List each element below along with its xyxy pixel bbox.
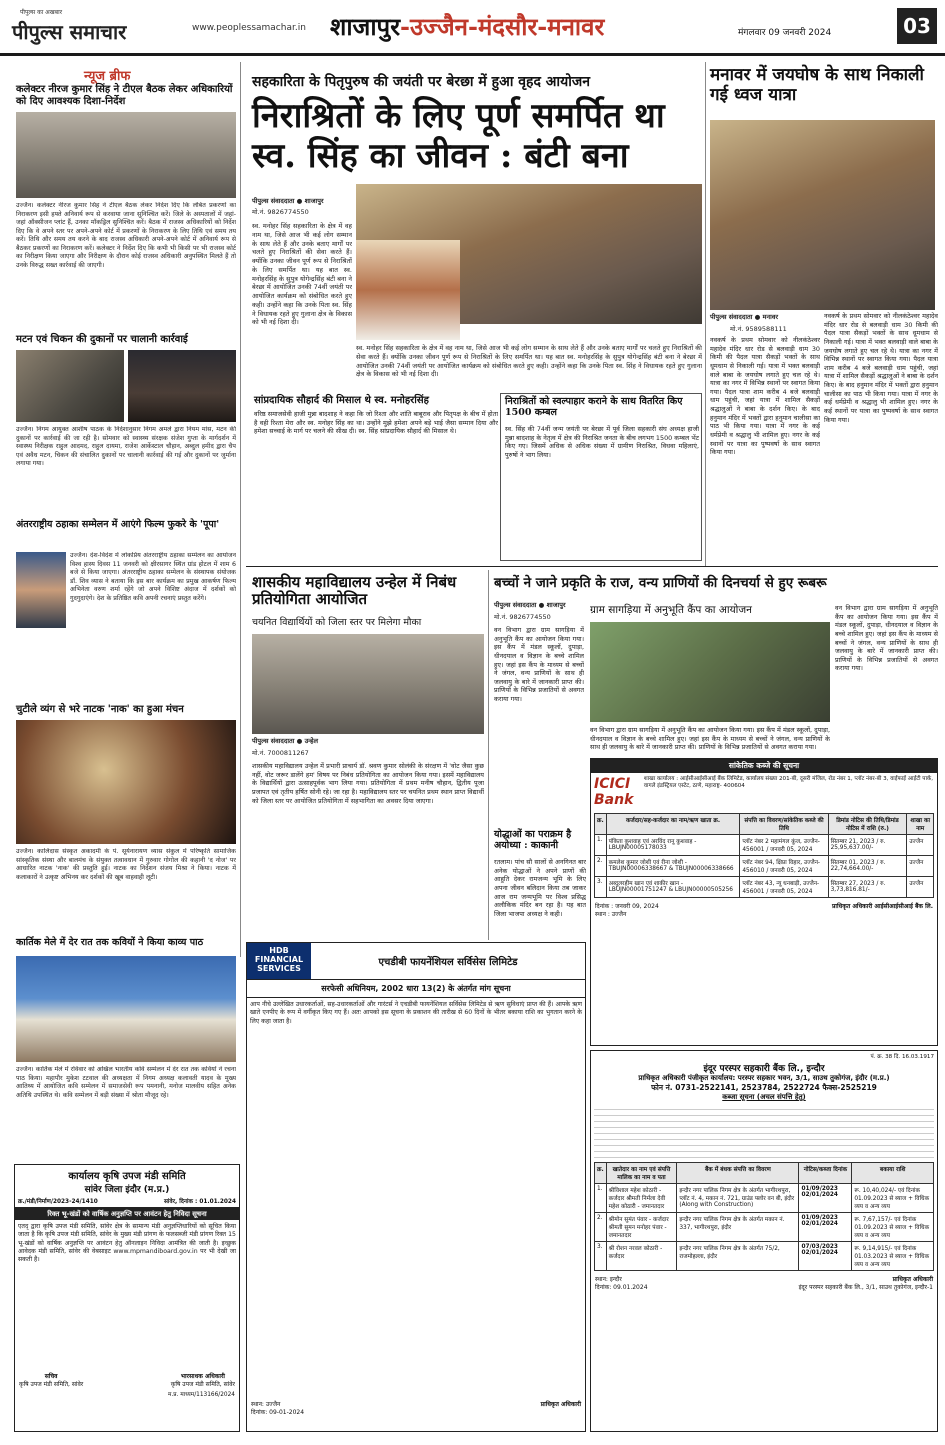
story1-body: उज्जैन। कलेक्टर नीरज कुमार सिंह ने टीएल बैठक लेकर निर्देश दिए कि लंबित प्रकरणों का निराकरण इसी हफ्ते अनिवार्य रूप से करवाया जाना सुनिश्चित करें। जिले के अस्पतालों में जहां-जहां ऑक्सीजन प्लांट हैं, उनका मॉकड्रिल सुनिश्चित करें। बैठक में राजस्व अधिकारियों को निर्देश दिए कि वे अपने स्तर पर अपने-अपने कोर्ट में प्रकरणों के निराकरण के लिए तिथि एवं समय तय करें। तिथि और समय तय करने के बाद राजस्व अधिकारी अपने-अपने कोर्ट में अनिवार्य रूप से बैठकर प्रकरणों का निराकरण करें। कलेक्टर ने निर्देश दिए कि कभी भी किसी पर भी राजस्व कोर्ट का निरीक्षण किया जाएगा और निरीक्षण के दौरान कोई राजस्व अधिकारी अनुपस्थित मिलते हैं तो उनके विरुद्ध सख्त कार्रवाई की जाएगी। [16,202,236,269]
icici-th: कर्जदार/सह-कर्जदार का नाम/ऋण खाता क्र. [606,814,740,835]
nature-headline: बच्चों ने जाने प्रकृति के राज, वन्य प्राणियों की दिनचर्या से हुए रूबरू [494,575,827,591]
indore-date: दिनांक: 09.01.2024 [595,1284,648,1291]
cell: श्रीविशाल महेश कोठारी - कर्जदार श्रीमती निर्मला देवी महेश कोठारी - जमानतदार [606,1184,677,1213]
nature-deck: ग्राम सागड़िया में अनुभूति कैंप का आयोजन [590,604,753,616]
indore-th: बैंक में बंधक संपत्ति का विवरण [677,1163,799,1184]
cell: 1. [595,835,607,856]
cell: सितम्बर 27, 2023 / रु. 3,73,816.81/- [828,877,907,898]
hdb-place: स्थान: उज्जैन [251,1401,281,1408]
nature-byline-place: शाजापुर [546,601,566,609]
icici-branch: शाखा कार्यालय : आईसीआईसीआई बैंक लिमिटेड, कार्यालय संख्या 201-बी, दूसरी मंजिल, रोड नंबर 1, प्लॉट नंबर-बी 3, वाईफाई आईटी पार्क, वागले इंडस्ट्रियल एस्टेट, ठाणे, महाराष्ट्र- 400604 [643,776,934,790]
section-title [330,10,604,43]
hdb-company: एचडीबी फायनेंशियल सर्विसेस लिमिटेड [378,957,518,968]
cell: उज्जैन [907,835,934,856]
nature-body: वन विभाग द्वारा ग्राम सागड़िया में अनुभूति कैंप का आयोजन किया गया। इस कैंप में मंडल स्कूलों, दुपाड़ा, धीनदयाल व विज्ञान के बच्चे शामिल हुए। जहां इस कैंप के माध्यम से बच्चों ने जंगल, वन्य प्राणियों के साथ ही जलवायु के बारे में जानकारी प्राप्त की। प्राणियों के विभिन्न प्रजातियों से अवगत कराया गया। [494,626,584,704]
main-story-headline: निराश्रितों के लिए पूर्ण समर्पित था स्व. सिंह का जीवन : बंटी बना [252,96,665,177]
indore-phone: फोन नं. 0731-2522141, 2523784, 2522724 फैक्स-2525219 [651,1083,877,1092]
cell: प्लॉट नंबर 43, न्यू धनबाड़ी, उज्जैन- 456001 / जनवरी 05, 2024 [740,877,828,898]
mandi-ref-code: म.प्र. माध्यम/113166/2024 [167,1392,235,1398]
mandi-title: कार्यालय कृषि उपज मंडी समिति [68,1171,186,1182]
hdb-signatory: प्राधिकृत अधिकारी [540,1401,581,1408]
cell: इन्दौर नगर पालिक निगम क्षेत्र के अंतर्गत मकान नं. 337, भागीरथपुरा, इंदौर [677,1213,799,1242]
cell: प्लॉट नंबर 94, क्षिप्रा विहार, उज्जैन- 456010 / जनवरी 05, 2024 [740,856,828,877]
main-story-speaker-photo [356,240,460,340]
sidebox-headline: निराश्रितों को स्वल्पाहार कराने के साथ वितरित किए 1500 कम्बल [505,396,683,418]
table-row [595,1184,934,1213]
manawar-mobile: मो.नं. 9589588111 [730,325,787,333]
nature-mobile: मो.नं. 9826774550 [494,613,551,621]
cell: रू. 7,67,157/- एवं दिनांक 01.09.2023 से ब्याज + विधिक व्यय व अन्य व्यय [852,1213,934,1242]
mandi-ref: क्र./मंडी/निर्माण/2023-24/1410 [18,1199,98,1205]
cell: रू. 10,40,024/- एवं दिनांक 01.09.2023 से ब्याज + विधिक व्यय व अन्य व्यय [852,1184,934,1213]
newspaper-logo[interactable] [12,8,190,48]
college-deck: चयनित विद्यार्थियों को जिला स्तर पर मिलेगा मौका [252,617,422,628]
story2-body: उज्जैन। निगम आयुक्त आशीष पाठक के निर्देशानुसार निगम अमले द्वारा नियम मांस, मटन की दुकानों पर कार्रवाई की जा रही है। सोमवार को स्वास्थ्य संरक्षक संजेश गुप्ता के मार्गदर्शन में स्वास्थ्य निरीक्षक राहुल आदमद, राहुल दायमा, राजेश आर्केस्टाल चौहान, अब्दुल हमीद द्वारा चैप एवं अवैध मटन, चिकन की संचालित दुकानों पर चालानी कार्रवाई की गई और दुकानों पर जुर्माना लगाया गया। [16,426,236,467]
manawar-byline: पीपुल्स संवाददाता ● मनावर [710,313,779,321]
nature-byline: पीपुल्स संवाददाता ● शाजापुर [494,601,566,609]
column-divider-mid [488,570,489,940]
main-story-subhead: सांप्रदायिक सौहार्द की मिसाल थे स्व. मनोहरसिंह [254,395,429,406]
mandi-sign-left-org: कृषि उपज मंडी समिति, सांवेर [19,1381,84,1388]
cell: उज्जैन [907,877,934,898]
ayodhya-body: रतलाम। पांच सौ सालों से अनगिनत बार अनेक योद्धाओं ने अपने प्राणों की आहुति देकर रामजन्म भूमि के लिए अपना जीवन बलिदान किया तब जाकर आज राम जन्मभूमि पर विश्व प्रसिद्ध अलौकिक मंदिर बन रहा है। यह बात जिला भाजपा अध्यक्ष ने कही। [494,858,586,918]
hdb-logo: HDB FINANCIAL SERVICES [247,943,311,979]
cell: इन्दौर नगर पालिक निगम क्षेत्र के अंतर्गत 75/2, राजमोहल्ला, इंदौर [677,1242,799,1271]
icici-place: स्थान : उज्जैन [595,911,627,918]
story3-body: उज्जैन। देश-विदेश में लोकप्रिय अंतरराष्ट्रीय ठहाका सम्मेलन का आयोजन विश्व हास्य दिवस 11 जनवरी को क्षीरसागर स्थित ग्रांड होटल में शाम 6 बजे से किया जाएगा। अंतरराष्ट्रीय ठहाका सम्मेलन के संस्थापक संयोजक डॉ. शिव व्यास ने बताया कि इस बार कार्यक्रम का प्रमुख आकर्षण फिल्म अभिनेता वरुण शर्मा रहेंगे जो अपने विशिष्ट अंदाज में दर्शकों को गुदगुदाएंगे। देश के प्रतिष्ठित कवि अपनी रचनाएं प्रस्तुत करेंगे। [70,552,236,602]
table-row [595,856,934,877]
icici-logo: ICICI Bank [594,776,634,808]
section-title-first: शाजापुर [330,12,401,41]
college-byline-place: उन्हेल [304,737,318,745]
cell: श्रीमोन सुमंत पंवार - कर्जदार श्रीमती सुमन मनोहर पंवार - जमानतदार [606,1213,677,1242]
indore-th: नोटिस/कब्जा दिनांक [799,1163,852,1184]
nature-body-right: वन विभाग द्वारा ग्राम सागड़िया में अनुभूति कैंप का आयोजन किया गया। इस कैंप में मंडल स्कूलों, दुपाड़ा, धीनदयाल व विज्ञान के बच्चे शामिल हुए। जहां इस कैंप के माध्यम से बच्चों ने जंगल, वन्य प्राणियों के साथ ही जलवायु के बारे में जानकारी प्राप्त की। प्राणियों के विभिन्न प्रजातियों से अवगत कराया गया। [835,604,938,673]
hdb-body: आप नीचे उल्लेखित उधारकर्ताओं, सह-उधारकर्ताओं और गारंटर्स ने एचडीबी फायनेंशियल सर्विसेस लिमिटेड से ऋण सुविधाएं प्राप्त की हैं। आपके ऋण खाते एनपीए के रूप में वर्गीकृत किए गए हैं। अतः आपको इस सूचना के प्रकाशन की तारीख से 60 दिनों के भीतर बकाया राशि का भुगतान करने के लिए कहा जाता है। [250,1001,582,1025]
hdb-date: दिनांक: 09-01-2024 [251,1409,305,1416]
main-story-body-cont: स्व. मनोहर सिंह सहकारिता के क्षेत्र में वह नाम था, जिसे आज भी कई लोग सम्मान के साथ लेते हैं और उनके बताए मार्गों पर चलते हुए निराश्रितों की सेवा करते हैं। क्योंकि उनका जीवन पूर्ण रूप से निराश्रितों के लिए समर्पित था। यह बात स्व. मनोहरसिंह के सुपुत्र योगेन्द्रसिंह बंटी बना ने बेरछा में आयोजित उनकी 74वीं जयंती पर आयोजित कार्यक्रम को संबोधित करते हुए कही। उन्होंने कहा कि उनके पिता स्व. सिंह ने विधायक रहते हुए गुलाना क्षेत्र के विकास को भी नई दिशा दी। [356,344,702,379]
cell: 1. [595,1184,607,1213]
cell: 01/09/2023 02/01/2024 [799,1213,852,1242]
indore-table [594,1162,934,1271]
hdb-notice [246,942,586,1432]
college-photo [252,634,484,734]
nature-camp-photo [590,622,830,722]
story2-photo-a [16,350,124,422]
story4-play-photo [16,720,236,844]
column-divider [240,62,241,957]
college-byline-name: पीपुल्स संवाददाता [252,737,295,745]
table-row [595,835,934,856]
manawar-byline-name: पीपुल्स संवाददाता [710,313,753,321]
manawar-body: नवकर्ष के प्रथम सोमवार को नीलकंठेश्वर महादेव मंदिर धार रोड से बलवाड़ी धाम 30 किमी की पैदल यात्रा सैकड़ों भक्तों के साथ धूमधाम से निकाली गई। यात्रा में भक्त बलवाड़ी वाले बाबा के जयघोष लगाते हुए चल रहे थे। यात्रा का नगर में विभिन्न स्थानों पर स्वागत किया गया। पैदल यात्रा शाम करीब 4 बजे बलवाड़ी धाम पहुंची, जहां यात्रा में शामिल सैकड़ों श्रद्धालुओं ने बाबा के दर्शन किए। के बाद हनुमान मंदिर में भक्तों द्वारा हनुमान चालीसा का पाठ भी किया गया। यात्रा में नगर के कई धर्मप्रेमी व श्रद्धालु भी शामिल हुए। नगर के कई स्थानों पर यात्रा का पुष्पवर्षा के साथ स्वागत किया गया। [710,336,820,457]
college-body: शासकीय महाविद्यालय उन्हेल में प्रभारी प्राचार्य डॉ. श्रवण कुमार सोलंकी के संरक्षण में 'वोट जैसा कुछ नहीं, वोट जरूर डालेंगे हम' विषय पर निबंध प्रतियोगिता का आयोजन किया गया। इसमें महाविद्यालय के विद्यार्थियों द्वारा उत्साहपूर्वक भाग लिया गया। प्रतियोगिता में प्रथम मनीष चौहान, द्वितीय पूजा प्रजापत एवं तृतीय हर्षित सोनी रहे। जा रहा है। महाविद्यालय स्तर पर चयनित प्रथम स्थान प्राप्त विद्यार्थी को जिला स्तर पर आयोजित प्रतियोगिता में सहभागिता का अवसर दिया जाएगा। [252,762,484,805]
table-row [595,1213,934,1242]
manawar-byline-place: मनावर [762,313,779,321]
cell: कमलेश कुमार जोशी एवं रीना जोशी - TBUJN00006338667 & TBUJN00006338666 [606,856,740,877]
story2-headline: मटन एवं चिकन की दुकानों पर चालानी कार्रवाई [16,334,188,345]
ayodhya-headline: योद्धाओं का पराक्रम है अयोध्या : काकानी [494,829,572,851]
cell: सितम्बर 01, 2023 / रु. 22,74,664.00/- [828,856,907,877]
cell: इन्दौर नगर पालिक निगम क्षेत्र के अंतर्गत भागीरथपुरा, प्लॉट नं. 4, मकान नं. 721, ग्राउंड फ्लोर वन बी, इंदौर (Along with Construction) [677,1184,799,1213]
icici-table [594,813,934,898]
section-title-rest: -उज्जैन-मंदसौर-मनावर [400,12,605,41]
story5-body: उज्जैन। कार्तिक मेले में रविवार को अखिल भारतीय कवि सम्मेलन में देर रात तक कवियों ने रचना पाठ किया। महापौर मुकेश टटवाल की अध्यक्षता में निगम अध्यक्ष कलावती यादव के मुख्य आतिथ्य में आयोजित कवि सम्मेलन में समाजसेवी रूप पमनानी, मनोज मालवीय सहित अनेक अतिथि उपस्थित थे। कवि सम्मेलन में बड़ी संख्या में श्रोता मौजूद रहे। [16,1066,236,1099]
college-headline: शासकीय महाविद्यालय उन्हेल में निबंध प्रतियोगिता आयोजित [252,573,457,609]
indore-preamble-text [594,1104,934,1158]
main-story-body: स्व. मनोहर सिंह सहकारिता के क्षेत्र में वह नाम था, जिसे आज भी कई लोग सम्मान के साथ लेते हैं और उनके बताए मार्गों पर चलते हुए निराश्रितों की सेवा करते हैं। क्योंकि उनका जीवन पूर्ण रूप से निराश्रितों के लिए समर्पित था। यह बात स्व. मनोहरसिंह के सुपुत्र योगेन्द्रसिंह बंटी बना ने बेरछा में आयोजित उनकी 74वीं जयंती पर आयोजित कार्यक्रम को संबोधित करते हुए कही। उन्होंने कहा कि उनके पिता स्व. सिंह ने विधायक रहते हुए गुलाना क्षेत्र के विकास को भी नई दिशा दी। [252,222,352,327]
main-story-mobile: मो.नं. 9826774550 [252,208,309,216]
cell: अब्दुलरहीम खान एवं शाकीर खान - LBUJN00001751247 & LBUJN00000505256 [606,877,740,898]
logo-text: पीपुल्स समाचार [12,20,127,44]
mandi-sign-left-role: सचिव [44,1373,58,1380]
college-mobile: मो.नं. 7000811267 [252,749,309,757]
story5-photo [16,956,236,1062]
indore-signatory-org: इंदूर परस्पर सहकारी बैंक लि., 3/1, साउथ तुकोगंज, इन्दौर-1 [798,1284,933,1291]
mandi-sign-right-org: कृषि उपज मंडी समिति, सांवेर [170,1381,235,1388]
indore-bank-notice [590,1050,938,1432]
mandi-notice [14,1164,240,1432]
logo-tagline: पीपुल्स का अखबार [20,9,63,16]
icici-notice [590,758,938,1046]
cell: 2. [595,1213,607,1242]
indore-office: प्राधिकृत अधिकारी पंजीकृत कार्यालय: परस्पर सहकार भवन, 3/1, साउथ तुकोगंज, इंदौर (म.प्र.) [638,1074,890,1082]
table-row [595,1242,934,1271]
website-url[interactable]: www.peoplessamachar.in [192,23,306,33]
indore-th: खातेदार का नाम एवं संपत्ति मालिक का नाम व पता [606,1163,677,1184]
manawar-procession-photo [710,120,935,310]
icici-th: संपत्ति का विवरण/सांकेतिक कब्जे की तिथि [740,814,828,835]
icici-th: डिमांड नोटिस की तिथि/डिमांड नोटिस में राशि (रु.) [828,814,907,835]
manawar-headline: मनावर में जयघोष के साथ निकाली गई ध्वज यात्रा [710,65,924,105]
cell: 3. [595,877,607,898]
cell: उज्जैन [907,856,934,877]
indore-th: बकाया राशि [852,1163,934,1184]
story4-headline: चुटीले व्यंग से भरे नाटक 'नाक' का हुआ मंचन [16,704,184,715]
cell: पंकिता कुशवाह एवं अरविंद रानू कुशवाह - LBUJN00005178033 [606,835,740,856]
nature-body-cont: वन विभाग द्वारा ग्राम सागड़िया में अनुभूति कैंप का आयोजन किया गया। इस कैंप में मंडल स्कूलों, दुपाड़ा, धीनदयाल व विज्ञान के बच्चे शामिल हुए। जहां इस कैंप के माध्यम से बच्चों ने जंगल, वन्य प्राणियों के साथ ही जलवायु के बारे में जानकारी प्राप्त की। प्राणियों के विभिन्न प्रजातियों से अवगत कराया गया। [590,726,830,752]
cell: 07/03/2023 02/01/2024 [799,1242,852,1271]
table-row [595,877,934,898]
story1-headline: कलेक्टर नीरज कुमार सिंह ने टीएल बैठक लेकर अधिकारियों को दिए आवश्यक दिशा-निर्देश [16,84,233,107]
mandi-ref-date: सांवेर, दिनांक : 01.01.2024 [163,1199,236,1205]
manawar-body-cont: नवकर्ष के प्रथम सोमवार को नीलकंठेश्वर महादेव मंदिर धार रोड से बलवाड़ी धाम 30 किमी की पैदल यात्रा सैकड़ों भक्तों के साथ धूमधाम से निकाली गई। यात्रा में भक्त बलवाड़ी वाले बाबा के जयघोष लगाते हुए चल रहे थे। यात्रा का नगर में विभिन्न स्थानों पर स्वागत किया गया। पैदल यात्रा शाम करीब 4 बजे बलवाड़ी धाम पहुंची, जहां यात्रा में शामिल सैकड़ों श्रद्धालुओं ने बाबा के दर्शन किए। के बाद हनुमान मंदिर में भक्तों द्वारा हनुमान चालीसा का पाठ भी किया गया। यात्रा में नगर के कई धर्मप्रेमी व श्रद्धालु भी शामिल हुए। नगर के कई स्थानों पर यात्रा का पुष्पवर्षा के साथ स्वागत किया गया। [824,312,938,424]
icici-th: शाखा का नाम [907,814,934,835]
cell: 01/09/2023 02/01/2024 [799,1184,852,1213]
story3-actor-photo [16,552,66,628]
story1-photo [16,112,236,198]
story2-photo-b [128,350,236,422]
icici-title: सांकेतिक कब्जे की सूचना [591,759,937,773]
byline-place: शाजापुर [304,197,324,205]
icici-th: क्र. [595,814,607,835]
indore-signatory: प्राधिकृत अधिकारी [892,1276,933,1283]
icici-signatory: प्राधिकृत अधिकारी आईसीआईसीआई बैंक लि. [832,903,933,910]
main-story-kicker: सहकारिता के पितृपुरुष की जयंती पर बेरछा में हुआ वृहद आयोजन [252,74,591,90]
sidebox-body: स्व. सिंह की 74वीं जन्म जयंती पर बेरछा में पूर्व जिला सहकारी संघ अध्यक्ष हाजी मुन्ना बादशाह के नेतृत्व में क्षेत्र की निराश्रित जनता के बीच लगभग 1500 कम्बल भेंट किए गए। जिसमें अधिक से अधिक संख्या में ग्रामीण निराश्रित, विधवा महिलाएं, पुरुषों ने भाग लिया। [505,425,699,459]
page-number: 03 [897,8,937,44]
story5-headline: कार्तिक मेले में देर रात तक कवियों ने किया काव्य पाठ [16,937,204,948]
main-story-subbody: वरिष्ठ समाजसेवी हाजी मुन्ना बादशाह ने कहा कि जो रिश्ता और शांति बाबूराव और पितृपक्ष के बीच में होता है वही रिश्ता मेरा और स्व. मनोहर सिंह का था। उन्होंने मुझे हमेशा अपने बड़े भाई जैसा सम्मान दिया और हमेशा सच्चाई के मार्ग पर चलने की सीख दी। स्व. सिंह सांप्रदायिक सौहार्द की मिसाल थे। [254,410,498,436]
mandi-sign-right-role: भारसाधक अधिकारी [180,1373,225,1380]
nature-byline-name: पीपुल्स संवाददाता [494,601,537,609]
cell: श्री रोशन नरवल कोठारी - कर्जदार [606,1242,677,1271]
cell: 2. [595,856,607,877]
college-byline: पीपुल्स संवाददाता ● उन्हेल [252,737,318,745]
issue-date: मंगलवार 09 जनवरी 2024 [738,28,832,38]
indore-ref: पं. क्र. 38 दि. 16.03.1917 [870,1054,934,1060]
story4-body: उज्जैन। कालिदास संस्कृत अकादमी के पं. सूर्यनारायण व्यास संकुल में परिष्कृति सामाजिक सांस्कृतिक संस्था और बालमंच के संयुक्त तत्वावधान में गुरुवार गोगोल की कहानी 'द नोज' पर आधारित नाटक 'नाक' की प्रस्तुति हुई। नाटक का निर्देशन संजय मिश्रा ने किया। नाटक में कलाकारों ने उत्कृष्ट अभिनय कर दर्शकों की खूब वाहवाही लूटी। [16,848,236,881]
section-rule [246,566,938,567]
cell: सितम्बर 21, 2023 / रु. 25,95,637.00/- [828,835,907,856]
mandi-body: एतद् द्वारा कृषि उपज मंडी समिति, सांवेर क्षेत्र के सामान्य मंडी अनुज्ञप्तिधारियों को सूचित किया जाता है कि कृषि उपज मंडी समिति, सांवेर के मुख्य मंडी प्रांगण के फलसब्जी मंडी प्रांगण रिक्त 15 भू-खंडों को वार्षिक अनुज्ञप्ति पर आवंटन हेतु ऑनलाइन निविदा आमंत्रित की जाती है। इच्छुक आवेदक मंडी समिति, सांवेर की वेबसाइट www.mpmandiboard.gov.in पर भी देखी जा सकती है। [18,1223,236,1264]
cell: 3. [595,1242,607,1271]
story3-headline: अंतरराष्ट्रीय ठहाका सम्मेलन में आएंगे फिल्म फुकरे के 'पूपा' [16,519,220,530]
cell: प्लॉट नंबर 2 महामंगल कुंज, उज्जैन- 456001 / जनवरी 05, 2024 [740,835,828,856]
column-divider-right [705,62,706,567]
mandi-subtitle: सांवेर जिला इंदौर (म.प्र.) [84,1185,170,1195]
indore-th: क्र. [595,1163,607,1184]
byline-name: पीपुल्स संवाददाता [252,197,295,205]
indore-bank-name: इंदूर परस्पर सहकारी बैंक लि., इन्दौर [703,1064,825,1074]
indore-place: स्थान: इन्दौर [595,1276,622,1283]
icici-date: दिनांक : जनवरी 09, 2024 [595,903,659,910]
cell: रू. 9,14,915/- एवं दिनांक 01.03.2023 से ब्याज + विधिक व्यय व अन्य व्यय [852,1242,934,1271]
mandi-notice-head: रिक्त भू-खंडों को वार्षिक अनुज्ञप्ति पर आवंटन हेतु निविदा सूचना [15,1207,239,1220]
news-brief-label: न्यूज ब्रीफ [84,69,131,84]
indore-notice-type: कब्जा सूचना (अचल संपत्ति हेतु) [722,1093,806,1101]
hdb-title: सरफेसी अधिनियम, 2002 धारा 13(2) के अंतर्गत मांग सूचना [247,980,585,998]
main-story-byline: पीपुल्स संवाददाता ● शाजापुर [252,197,324,205]
